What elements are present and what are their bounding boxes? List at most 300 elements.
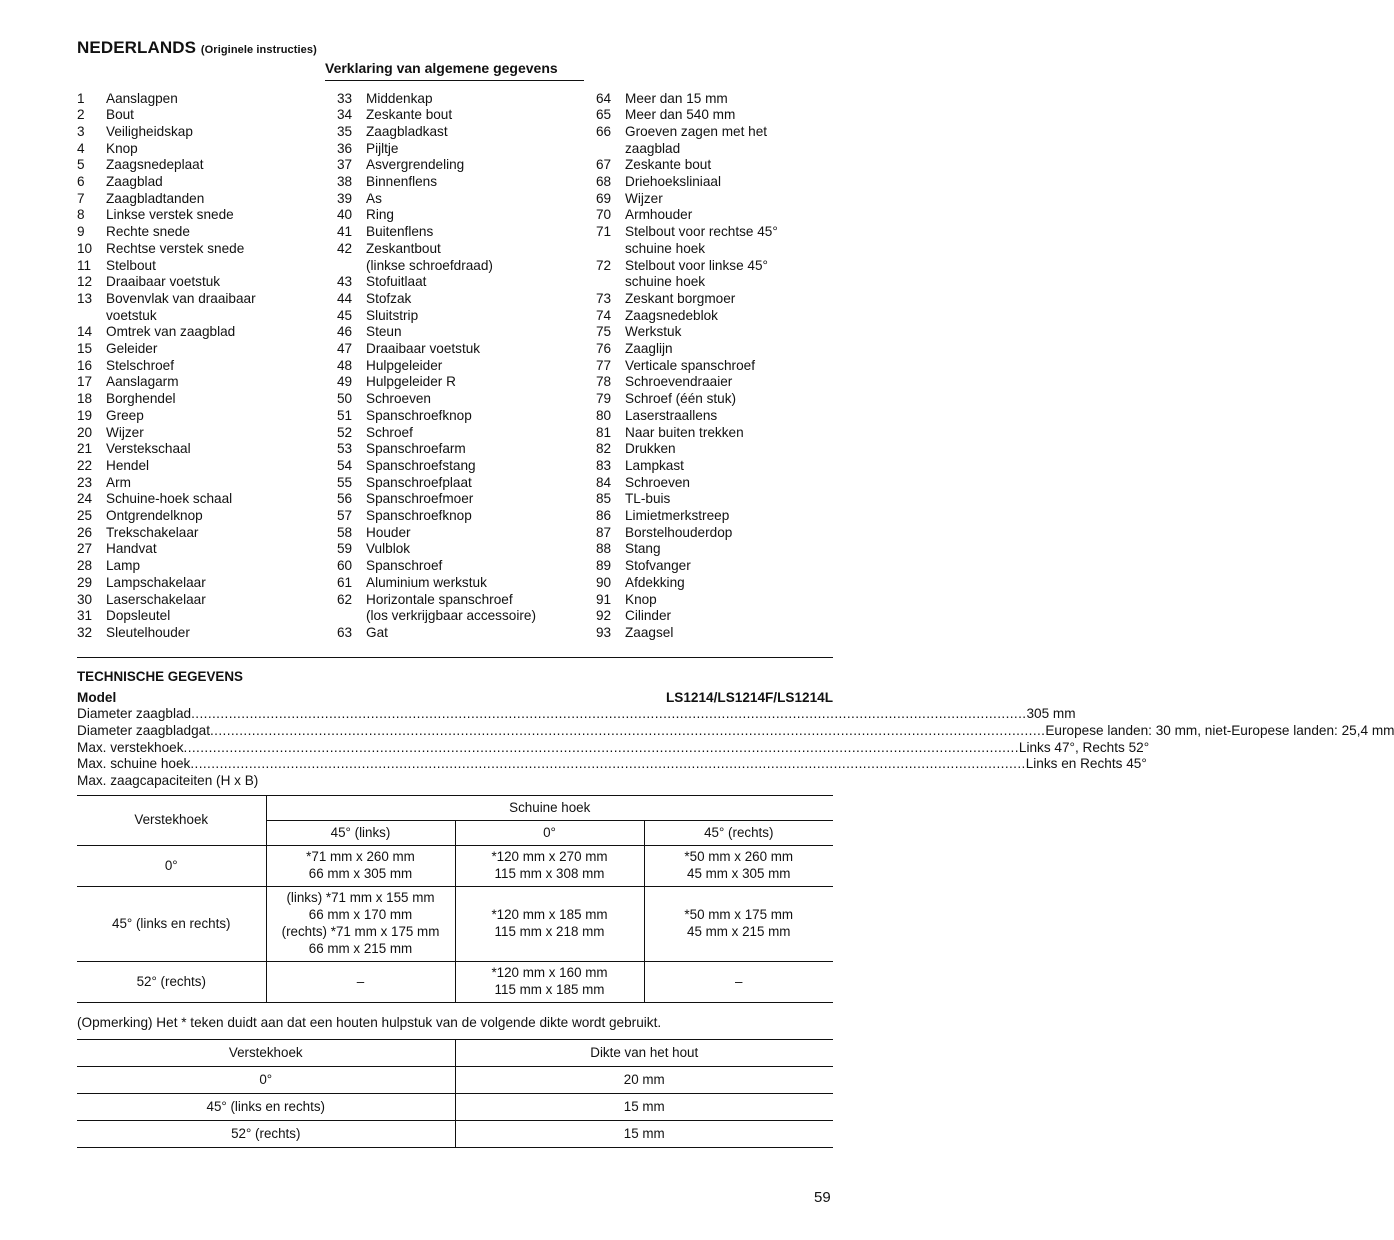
part-number: 89: [596, 558, 612, 574]
part-number: 53: [337, 441, 353, 457]
part-number: 88: [596, 541, 612, 557]
list-item: [77, 458, 297, 475]
list-item: [77, 324, 297, 341]
part-name: Greep: [106, 407, 144, 423]
part-name: Bovenvlak van draaibaar voetstuk: [106, 290, 256, 323]
part-number: 61: [337, 574, 353, 590]
part-number: 9: [77, 224, 85, 240]
part-name: Sluitstrip: [366, 307, 419, 323]
part-name: Lampschakelaar: [106, 574, 206, 590]
spec-row: Max. schuine hoek ........................................................................................................................................................................................................ Links en Rechts 45°: [77, 756, 1147, 771]
part-number: 90: [596, 574, 612, 590]
part-number: 23: [77, 474, 93, 490]
part-name: Spanschroef: [366, 558, 443, 574]
list-item: [337, 475, 577, 492]
list-item: [596, 408, 816, 425]
list-item: [77, 358, 297, 375]
part-number: 74: [596, 307, 612, 323]
model-row: [77, 690, 833, 705]
list-item: [596, 91, 816, 108]
part-name: Verticale spanschroef: [625, 357, 755, 373]
part-name: Zaaglijn: [625, 341, 673, 357]
list-item: [77, 91, 297, 108]
part-name: Bout: [106, 107, 134, 123]
part-name: Stofuitlaat: [366, 274, 427, 290]
part-name: Groeven zagen met het zaagblad: [625, 123, 768, 156]
part-number: 67: [596, 157, 612, 173]
list-item: [596, 224, 816, 257]
list-item: [596, 458, 816, 475]
part-name: Schroeven: [366, 391, 431, 407]
part-number: 66: [596, 123, 612, 139]
list-item: [77, 107, 297, 124]
part-name: Veiligheidskap: [106, 123, 193, 139]
list-item: [596, 124, 816, 157]
list-item: [596, 575, 816, 592]
list-item: [77, 525, 297, 542]
part-number: 47: [337, 341, 353, 357]
list-item: [596, 341, 816, 358]
list-item: [77, 258, 297, 275]
table-row: [77, 1067, 833, 1094]
part-name: Houder: [366, 524, 411, 540]
part-name: Stang: [625, 541, 661, 557]
list-item: [77, 592, 297, 609]
spec-row: Diameter zaagbladgat ........................................................................................................................................................................................................ Europese landen: 30 mm, niet-Europese landen: 25,4 mm: [77, 723, 1394, 738]
part-name: Draaibaar voetstuk: [366, 341, 481, 357]
part-name: Zaagblad: [106, 174, 163, 190]
part-number: 48: [337, 357, 353, 373]
spec-label: Max. schuine hoek: [77, 756, 191, 771]
list-item: [337, 341, 577, 358]
section-divider: [77, 657, 833, 658]
part-name: Zaagbladkast: [366, 123, 448, 139]
part-number: 85: [596, 491, 612, 507]
list-item: [77, 425, 297, 442]
cell-miter: 52° (rechts): [77, 962, 266, 1003]
part-number: 64: [596, 90, 612, 106]
part-name: Knop: [625, 591, 657, 607]
part-name: Hulpgeleider R: [366, 374, 456, 390]
spec-label: Diameter zaagblad: [77, 706, 192, 721]
part-number: 71: [596, 224, 612, 240]
list-item: [596, 324, 816, 341]
spec-label: Max. verstekhoek: [77, 740, 184, 755]
list-item: [337, 441, 577, 458]
list-item: [337, 575, 577, 592]
part-number: 37: [337, 157, 353, 173]
cell-right: *50 mm x 175 mm 45 mm x 215 mm: [644, 887, 833, 962]
list-item: [337, 241, 577, 274]
language-subtitle: (Originele instructies): [200, 44, 317, 56]
part-name: Spanschroefknop: [366, 407, 472, 423]
part-name: Zaagsnedeblok: [625, 307, 718, 323]
part-number: 8: [77, 207, 85, 223]
list-item: [337, 324, 577, 341]
part-number: 52: [337, 424, 353, 440]
part-name: Wijzer: [106, 424, 144, 440]
note-text: (Opmerking) Het * teken duidt aan dat een houten hulpstuk van de volgende dikte wordt gebruikt.: [77, 1015, 662, 1030]
part-number: 75: [596, 324, 612, 340]
part-number: 35: [337, 123, 353, 139]
list-item: [337, 592, 577, 625]
part-number: 87: [596, 524, 612, 540]
list-item: [337, 408, 577, 425]
part-number: 3: [77, 123, 85, 139]
part-name: Ring: [366, 207, 394, 223]
part-name: Schroef (één stuk): [625, 391, 737, 407]
part-number: 26: [77, 524, 93, 540]
header-thickness: Dikte van het hout: [455, 1040, 833, 1067]
part-number: 36: [337, 140, 353, 156]
list-item: [596, 291, 816, 308]
cell-miter: 45° (links en rechts): [77, 1094, 455, 1121]
page-title: [77, 38, 317, 58]
list-item: [77, 207, 297, 224]
parts-list-column-2: [337, 91, 577, 642]
list-item: [596, 191, 816, 208]
part-name: Stelbout: [106, 257, 156, 273]
part-name: Dopsleutel: [106, 608, 171, 624]
part-number: 1: [77, 90, 85, 106]
part-name: Schroeven: [625, 474, 690, 490]
list-item: [596, 508, 816, 525]
part-number: 2: [77, 107, 85, 123]
table-row: [77, 1094, 833, 1121]
model-label: Model: [77, 690, 117, 705]
part-number: 7: [77, 190, 85, 206]
list-item: [77, 224, 297, 241]
part-number: 38: [337, 174, 353, 190]
list-item: [77, 391, 297, 408]
part-name: Horizontale spanschroef (los verkrijgbaar accessoire): [366, 591, 536, 624]
list-item: [77, 157, 297, 174]
list-item: [337, 107, 577, 124]
part-name: Stofzak: [366, 290, 412, 306]
list-item: [596, 258, 816, 291]
part-name: Verstekschaal: [106, 441, 191, 457]
part-name: Handvat: [106, 541, 157, 557]
part-number: 77: [596, 357, 612, 373]
list-item: [337, 174, 577, 191]
header-miter: Verstekhoek: [77, 796, 266, 846]
list-item: [77, 274, 297, 291]
part-number: 78: [596, 374, 612, 390]
part-name: Pijltje: [366, 140, 399, 156]
page-number: 59: [814, 1189, 831, 1206]
cell-right: *50 mm x 260 mm 45 mm x 305 mm: [644, 846, 833, 887]
part-number: 28: [77, 558, 93, 574]
part-number: 43: [337, 274, 353, 290]
part-number: 45: [337, 307, 353, 323]
list-item: [77, 441, 297, 458]
part-number: 57: [337, 508, 353, 524]
spec-value: Europese landen: 30 mm, niet-Europese landen: 25,4 mm: [1045, 723, 1394, 738]
cell-zero: *120 mm x 185 mm 115 mm x 218 mm: [455, 887, 644, 962]
part-name: Binnenflens: [366, 174, 438, 190]
part-number: 42: [337, 240, 353, 256]
part-number: 76: [596, 341, 612, 357]
cell-right: –: [644, 962, 833, 1003]
part-number: 51: [337, 407, 353, 423]
list-item: [337, 458, 577, 475]
list-item: [596, 174, 816, 191]
part-number: 15: [77, 341, 93, 357]
list-item: [77, 575, 297, 592]
part-number: 93: [596, 625, 612, 640]
list-item: [337, 558, 577, 575]
list-item: [337, 224, 577, 241]
cell-left: (links) *71 mm x 155 mm 66 mm x 170 mm (rechts) *71 mm x 175 mm 66 mm x 215 mm: [266, 887, 455, 962]
list-item: [596, 374, 816, 391]
part-name: Spanschroefstang: [366, 457, 476, 473]
part-name: Steun: [366, 324, 402, 340]
table-row: [77, 1121, 833, 1148]
list-item: [337, 541, 577, 558]
list-item: [337, 124, 577, 141]
cell-thickness: 15 mm: [455, 1121, 833, 1148]
list-item: [337, 308, 577, 325]
part-number: 91: [596, 591, 612, 607]
part-number: 44: [337, 290, 353, 306]
list-item: [337, 625, 577, 642]
part-number: 21: [77, 441, 93, 457]
capacity-label: Max. zaagcapaciteiten (H x B): [77, 773, 259, 788]
list-item: [596, 525, 816, 542]
list-item: [337, 191, 577, 208]
list-item: [337, 91, 577, 108]
cell-left: –: [266, 962, 455, 1003]
model-value: LS1214/LS1214F/LS1214L: [666, 690, 833, 705]
part-name: Arm: [106, 474, 131, 490]
cell-thickness: 15 mm: [455, 1094, 833, 1121]
part-number: 18: [77, 391, 93, 407]
part-name: Stelbout voor rechtse 45° schuine hoek: [625, 224, 778, 256]
list-item: [337, 508, 577, 525]
part-number: 82: [596, 441, 612, 457]
part-number: 50: [337, 391, 353, 407]
part-name: Sleutelhouder: [106, 625, 190, 640]
part-number: 41: [337, 224, 353, 240]
part-name: Rechtse verstek snede: [106, 240, 245, 256]
part-number: 5: [77, 157, 85, 173]
part-number: 72: [596, 257, 612, 273]
part-name: Wijzer: [625, 190, 663, 206]
table-row: [77, 962, 833, 1003]
capacity-table: [77, 795, 833, 1003]
part-name: Zaagbladtanden: [106, 190, 205, 206]
part-name: Aanslagpen: [106, 90, 178, 106]
part-number: 17: [77, 374, 93, 390]
part-name: Spanschroefmoer: [366, 491, 474, 507]
list-item: [337, 291, 577, 308]
part-name: Zeskantbout (linkse schroefdraad): [366, 240, 493, 273]
part-number: 30: [77, 591, 93, 607]
part-name: Spanschroefarm: [366, 441, 466, 457]
part-number: 25: [77, 508, 93, 524]
part-number: 32: [77, 625, 93, 640]
part-name: Omtrek van zaagblad: [106, 324, 236, 340]
part-number: 63: [337, 625, 353, 640]
header-miter: Verstekhoek: [77, 1040, 455, 1067]
list-item: [77, 608, 297, 625]
spec-row: Max. verstekhoek ........................................................................................................................................................................................................ Links 47°, Rechts 52°: [77, 740, 1150, 755]
cell-miter: 45° (links en rechts): [77, 887, 266, 962]
part-number: 68: [596, 174, 612, 190]
part-name: As: [366, 190, 382, 206]
list-item: [337, 157, 577, 174]
part-name: Rechte snede: [106, 224, 190, 240]
part-number: 40: [337, 207, 353, 223]
list-item: [77, 491, 297, 508]
table-row: [77, 887, 833, 962]
list-item: [77, 291, 297, 324]
list-item: [596, 157, 816, 174]
list-item: [596, 441, 816, 458]
part-name: Hendel: [106, 457, 150, 473]
list-item: [77, 341, 297, 358]
part-number: 4: [77, 140, 85, 156]
list-item: [77, 374, 297, 391]
part-name: Zaagsnedeplaat: [106, 157, 204, 173]
spec-value: Links 47°, Rechts 52°: [1018, 740, 1150, 755]
part-number: 49: [337, 374, 353, 390]
part-name: Werkstuk: [625, 324, 682, 340]
part-number: 46: [337, 324, 353, 340]
list-item: [596, 475, 816, 492]
part-name: Zaagsel: [625, 625, 674, 640]
part-name: Middenkap: [366, 90, 433, 106]
part-number: 54: [337, 457, 353, 473]
part-number: 73: [596, 290, 612, 306]
part-name: Knop: [106, 140, 138, 156]
list-item: [596, 541, 816, 558]
part-name: Linkse verstek snede: [106, 207, 234, 223]
part-name: Borghendel: [106, 391, 176, 407]
part-number: 55: [337, 474, 353, 490]
list-item: [77, 141, 297, 158]
part-name: Geleider: [106, 341, 158, 357]
part-name: Meer dan 540 mm: [625, 107, 736, 123]
list-item: [596, 491, 816, 508]
part-name: Naar buiten trekken: [625, 424, 744, 440]
list-item: [596, 625, 816, 642]
list-item: [596, 308, 816, 325]
part-name: Laserstraallens: [625, 407, 718, 423]
part-name: Afdekking: [625, 574, 685, 590]
list-item: [596, 558, 816, 575]
list-item: [77, 625, 297, 642]
list-item: [337, 358, 577, 375]
part-name: Driehoeksliniaal: [625, 174, 721, 190]
part-number: 80: [596, 407, 612, 423]
list-item: [77, 508, 297, 525]
part-name: Stelbout voor linkse 45° schuine hoek: [625, 257, 768, 290]
part-number: 6: [77, 174, 85, 190]
list-item: [77, 408, 297, 425]
part-name: Drukken: [625, 441, 676, 457]
part-name: Zeskante bout: [625, 157, 712, 173]
part-name: Draaibaar voetstuk: [106, 274, 221, 290]
list-item: [77, 124, 297, 141]
part-number: 81: [596, 424, 612, 440]
part-name: Borstelhouderdop: [625, 524, 733, 540]
list-item: [596, 391, 816, 408]
spec-row: Diameter zaagblad ........................................................................................................................................................................................................ 305 mm: [77, 706, 1076, 721]
part-name: Armhouder: [625, 207, 693, 223]
part-number: 84: [596, 474, 612, 490]
part-number: 10: [77, 240, 93, 256]
part-number: 83: [596, 457, 612, 473]
part-number: 19: [77, 407, 93, 423]
spec-value: 305 mm: [1026, 706, 1076, 721]
list-item: [337, 141, 577, 158]
part-name: Gat: [366, 625, 388, 640]
header-bevel-left: 45° (links): [266, 821, 455, 846]
part-name: Zeskant borgmoer: [625, 290, 736, 306]
part-number: 29: [77, 574, 93, 590]
list-item: [77, 541, 297, 558]
cell-left: *71 mm x 260 mm 66 mm x 305 mm: [266, 846, 455, 887]
part-name: Aluminium werkstuk: [366, 574, 487, 590]
list-item: [596, 592, 816, 609]
part-number: 62: [337, 591, 353, 607]
part-number: 86: [596, 508, 612, 524]
part-number: 14: [77, 324, 93, 340]
cell-zero: *120 mm x 160 mm 115 mm x 185 mm: [455, 962, 644, 1003]
part-name: Laserschakelaar: [106, 591, 206, 607]
list-item: [337, 525, 577, 542]
part-name: Lamp: [106, 558, 141, 574]
list-item: [77, 475, 297, 492]
spec-label: Diameter zaagbladgat: [77, 723, 210, 738]
part-number: 12: [77, 274, 93, 290]
part-number: 31: [77, 608, 93, 624]
part-name: Cilinder: [625, 608, 672, 624]
list-item: [77, 174, 297, 191]
part-name: Stelschroef: [106, 357, 175, 373]
list-item: [337, 374, 577, 391]
part-number: 11: [77, 257, 92, 273]
part-number: 13: [77, 290, 93, 306]
parts-list-column-3: [596, 91, 816, 642]
part-name: Ontgrendelknop: [106, 508, 203, 524]
list-item: [596, 207, 816, 224]
part-name: Schroef: [366, 424, 413, 440]
part-name: TL-buis: [625, 491, 671, 507]
part-number: 56: [337, 491, 353, 507]
part-name: Vulblok: [366, 541, 411, 557]
header-bevel-right: 45° (rechts): [644, 821, 833, 846]
list-item: [77, 191, 297, 208]
spec-value: Links en Rechts 45°: [1025, 756, 1147, 771]
cell-miter: 0°: [77, 846, 266, 887]
part-number: 65: [596, 107, 612, 123]
part-name: Zeskante bout: [366, 107, 453, 123]
list-item: [337, 491, 577, 508]
part-number: 33: [337, 90, 353, 106]
header-bevel: Schuine hoek: [266, 796, 833, 821]
part-number: 27: [77, 541, 93, 557]
header-bevel-zero: 0°: [455, 821, 644, 846]
part-name: Hulpgeleider: [366, 357, 443, 373]
part-number: 79: [596, 391, 612, 407]
cell-zero: *120 mm x 270 mm 115 mm x 308 mm: [455, 846, 644, 887]
list-item: [337, 207, 577, 224]
cell-thickness: 20 mm: [455, 1067, 833, 1094]
part-name: Aanslagarm: [106, 374, 179, 390]
part-name: Meer dan 15 mm: [625, 90, 728, 106]
